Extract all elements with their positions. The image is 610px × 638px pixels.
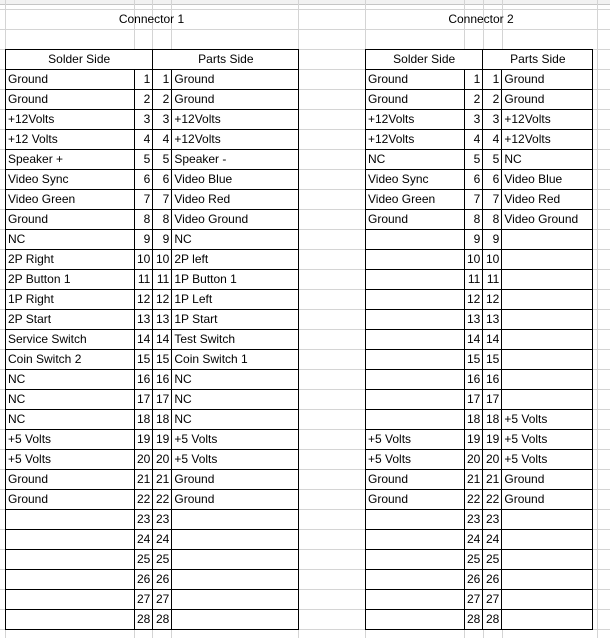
parts-pin-number-cell[interactable]: 22 <box>483 490 502 510</box>
solder-pin-number-cell[interactable]: 10 <box>135 250 153 270</box>
parts-side-cell[interactable]: Ground <box>172 490 299 510</box>
pin-row <box>6 210 299 230</box>
solder-side-cell[interactable] <box>366 270 465 290</box>
parts-pin-number-cell[interactable]: 27 <box>153 590 172 610</box>
pin-row <box>6 610 299 630</box>
solder-side-cell[interactable]: Ground <box>366 470 465 490</box>
pin-row <box>366 350 593 370</box>
pin-row <box>6 410 299 430</box>
parts-side-header[interactable]: Parts Side <box>483 50 593 70</box>
solder-side-cell[interactable]: Video Sync <box>366 170 465 190</box>
pin-row <box>366 450 593 470</box>
parts-pin-number-cell[interactable]: 8 <box>153 210 172 230</box>
parts-side-cell[interactable] <box>172 570 299 590</box>
parts-pin-number-cell[interactable]: 5 <box>153 150 172 170</box>
parts-side-cell[interactable]: +12Volts <box>172 130 299 150</box>
parts-side-cell[interactable]: Ground <box>172 470 299 490</box>
parts-pin-number-cell[interactable]: 4 <box>153 130 172 150</box>
pin-row <box>6 470 299 490</box>
parts-pin-number-cell[interactable]: 25 <box>483 550 502 570</box>
parts-side-cell[interactable]: Ground <box>502 70 593 90</box>
solder-pin-number-cell[interactable]: 2 <box>465 90 483 110</box>
parts-side-cell[interactable]: 1P Button 1 <box>172 270 299 290</box>
connector-2-title[interactable]: Connector 2 <box>448 12 514 26</box>
solder-pin-number-cell[interactable]: 15 <box>135 350 153 370</box>
solder-side-cell[interactable]: 2P Right <box>6 250 135 270</box>
parts-pin-number-cell[interactable]: 4 <box>483 130 502 150</box>
solder-side-cell[interactable] <box>366 610 465 630</box>
solder-side-cell[interactable]: 1P Right <box>6 290 135 310</box>
column-letter[interactable] <box>412 0 419 1</box>
solder-pin-number-cell[interactable]: 1 <box>135 70 153 90</box>
solder-pin-number-cell[interactable]: 14 <box>465 330 483 350</box>
pin-row <box>366 410 593 430</box>
solder-side-cell[interactable] <box>366 250 465 270</box>
solder-pin-number-cell[interactable]: 13 <box>465 310 483 330</box>
pin-row <box>6 550 299 570</box>
solder-pin-number-cell[interactable]: 27 <box>135 590 153 610</box>
pin-row <box>6 530 299 550</box>
solder-pin-number-cell[interactable]: 17 <box>465 390 483 410</box>
solder-pin-number-cell[interactable]: 16 <box>135 370 153 390</box>
solder-pin-number-cell[interactable]: 26 <box>465 570 483 590</box>
parts-side-cell[interactable]: NC <box>172 410 299 430</box>
parts-pin-number-cell[interactable]: 10 <box>483 250 502 270</box>
parts-pin-number-cell[interactable]: 7 <box>483 190 502 210</box>
parts-side-cell[interactable]: Ground <box>502 490 593 510</box>
parts-pin-number-cell[interactable]: 14 <box>153 330 172 350</box>
solder-side-cell[interactable]: Ground <box>6 470 135 490</box>
solder-side-cell[interactable] <box>6 610 135 630</box>
parts-pin-number-cell[interactable]: 1 <box>153 70 172 90</box>
pin-row <box>366 70 593 90</box>
solder-side-cell[interactable]: +5 Volts <box>6 450 135 470</box>
parts-side-cell[interactable] <box>502 590 593 610</box>
pin-row <box>366 170 593 190</box>
solder-side-cell[interactable]: Ground <box>366 70 465 90</box>
solder-side-cell[interactable]: Speaker + <box>6 150 135 170</box>
pin-row <box>366 390 593 410</box>
parts-side-cell[interactable] <box>502 530 593 550</box>
solder-pin-number-cell[interactable]: 25 <box>135 550 153 570</box>
pin-row <box>6 510 299 530</box>
pin-row <box>6 570 299 590</box>
solder-pin-number-cell[interactable]: 3 <box>135 110 153 130</box>
solder-pin-number-cell[interactable]: 6 <box>465 170 483 190</box>
solder-side-cell[interactable] <box>6 590 135 610</box>
pin-row <box>366 590 593 610</box>
pin-row <box>6 450 299 470</box>
parts-pin-number-cell[interactable]: 21 <box>153 470 172 490</box>
solder-side-cell[interactable]: NC <box>6 410 135 430</box>
parts-side-cell[interactable]: +5 Volts <box>172 450 299 470</box>
pin-row <box>6 150 299 170</box>
parts-side-cell[interactable] <box>172 610 299 630</box>
parts-side-cell[interactable]: Video Red <box>172 190 299 210</box>
parts-pin-number-cell[interactable]: 6 <box>153 170 172 190</box>
parts-side-cell[interactable]: +5 Volts <box>172 430 299 450</box>
solder-side-cell[interactable] <box>366 550 465 570</box>
parts-pin-number-cell[interactable]: 20 <box>153 450 172 470</box>
parts-pin-number-cell[interactable]: 18 <box>153 410 172 430</box>
pin-row <box>6 130 299 150</box>
pin-row <box>6 110 299 130</box>
pin-row <box>366 290 593 310</box>
pin-row <box>6 350 299 370</box>
parts-side-cell[interactable]: NC <box>502 150 593 170</box>
parts-side-header[interactable]: Parts Side <box>153 50 299 70</box>
parts-pin-number-cell[interactable]: 12 <box>483 290 502 310</box>
solder-side-cell[interactable]: Ground <box>6 490 135 510</box>
parts-side-cell[interactable]: +5 Volts <box>502 430 593 450</box>
parts-pin-number-cell[interactable]: 12 <box>153 290 172 310</box>
solder-pin-number-cell[interactable]: 20 <box>135 450 153 470</box>
parts-side-cell[interactable] <box>502 610 593 630</box>
pin-row <box>6 490 299 510</box>
solder-pin-number-cell[interactable]: 5 <box>135 150 153 170</box>
parts-pin-number-cell[interactable]: 10 <box>153 250 172 270</box>
solder-side-cell[interactable]: +12 Volts <box>6 130 135 150</box>
solder-side-cell[interactable]: +12Volts <box>6 110 135 130</box>
solder-side-cell[interactable]: 2P Start <box>6 310 135 330</box>
parts-side-cell[interactable]: Video Red <box>502 190 593 210</box>
solder-pin-number-cell[interactable]: 23 <box>465 510 483 530</box>
parts-pin-number-cell[interactable]: 3 <box>153 110 172 130</box>
parts-pin-number-cell[interactable]: 13 <box>483 310 502 330</box>
pin-row <box>366 230 593 250</box>
parts-pin-number-cell[interactable]: 11 <box>483 270 502 290</box>
column-letter[interactable] <box>328 0 335 1</box>
parts-side-cell[interactable] <box>172 510 299 530</box>
solder-side-cell[interactable]: NC <box>6 370 135 390</box>
parts-pin-number-cell[interactable]: 2 <box>153 90 172 110</box>
solder-side-cell[interactable]: +5 Volts <box>366 430 465 450</box>
parts-pin-number-cell[interactable]: 26 <box>483 570 502 590</box>
column-header-strip[interactable] <box>0 0 610 5</box>
solder-side-cell[interactable]: Ground <box>366 90 465 110</box>
solder-side-header[interactable]: Solder Side <box>6 50 153 70</box>
parts-pin-number-cell[interactable]: 11 <box>153 270 172 290</box>
solder-pin-number-cell[interactable]: 3 <box>465 110 483 130</box>
solder-side-cell[interactable]: +5 Volts <box>6 430 135 450</box>
parts-side-cell[interactable]: Coin Switch 1 <box>172 350 299 370</box>
solder-side-cell[interactable]: NC <box>6 230 135 250</box>
pin-row <box>366 490 593 510</box>
solder-pin-number-cell[interactable]: 28 <box>135 610 153 630</box>
parts-pin-number-cell[interactable]: 9 <box>483 230 502 250</box>
solder-pin-number-cell[interactable]: 4 <box>465 130 483 150</box>
solder-side-cell[interactable] <box>366 330 465 350</box>
solder-side-cell[interactable]: +12Volts <box>366 130 465 150</box>
solder-side-cell[interactable]: Video Sync <box>6 170 135 190</box>
parts-side-cell[interactable] <box>172 530 299 550</box>
solder-side-header[interactable]: Solder Side <box>366 50 483 70</box>
solder-pin-number-cell[interactable]: 14 <box>135 330 153 350</box>
parts-side-cell[interactable]: 1P Left <box>172 290 299 310</box>
solder-side-cell[interactable]: Ground <box>6 210 135 230</box>
solder-pin-number-cell[interactable]: 11 <box>465 270 483 290</box>
solder-side-cell[interactable] <box>366 530 465 550</box>
pin-row <box>366 530 593 550</box>
solder-pin-number-cell[interactable]: 13 <box>135 310 153 330</box>
parts-pin-number-cell[interactable]: 5 <box>483 150 502 170</box>
solder-pin-number-cell[interactable]: 28 <box>465 610 483 630</box>
pin-row <box>6 290 299 310</box>
solder-side-cell[interactable] <box>366 350 465 370</box>
solder-side-cell[interactable] <box>6 570 135 590</box>
pin-row <box>366 370 593 390</box>
parts-side-cell[interactable] <box>502 510 593 530</box>
solder-side-cell[interactable]: Ground <box>6 90 135 110</box>
solder-pin-number-cell[interactable]: 21 <box>135 470 153 490</box>
solder-pin-number-cell[interactable]: 8 <box>465 210 483 230</box>
gridline <box>597 0 598 638</box>
parts-side-cell[interactable]: NC <box>172 390 299 410</box>
parts-side-cell[interactable] <box>502 290 593 310</box>
solder-pin-number-cell[interactable]: 11 <box>135 270 153 290</box>
pin-row <box>6 250 299 270</box>
solder-pin-number-cell[interactable]: 19 <box>135 430 153 450</box>
pin-row <box>366 550 593 570</box>
solder-side-cell[interactable]: +12Volts <box>366 110 465 130</box>
parts-pin-number-cell[interactable]: 23 <box>153 510 172 530</box>
solder-side-cell[interactable] <box>6 530 135 550</box>
column-letter[interactable] <box>232 0 240 1</box>
column-letter[interactable] <box>550 0 553 1</box>
parts-side-cell[interactable] <box>172 550 299 570</box>
parts-pin-number-cell[interactable]: 16 <box>483 370 502 390</box>
parts-side-cell[interactable]: Speaker - <box>172 150 299 170</box>
column-letter[interactable] <box>138 0 145 1</box>
solder-pin-number-cell[interactable]: 4 <box>135 130 153 150</box>
parts-pin-number-cell[interactable]: 28 <box>153 610 172 630</box>
parts-side-cell[interactable] <box>502 350 593 370</box>
parts-pin-number-cell[interactable]: 19 <box>153 430 172 450</box>
solder-pin-number-cell[interactable]: 6 <box>135 170 153 190</box>
solder-side-cell[interactable]: 2P Button 1 <box>6 270 135 290</box>
pin-row <box>6 430 299 450</box>
parts-side-cell[interactable] <box>502 310 593 330</box>
parts-side-cell[interactable]: +12Volts <box>502 110 593 130</box>
solder-pin-number-cell[interactable]: 5 <box>465 150 483 170</box>
pin-row <box>366 570 593 590</box>
pin-row <box>6 230 299 250</box>
pin-row <box>366 610 593 630</box>
parts-side-cell[interactable]: Test Switch <box>172 330 299 350</box>
parts-pin-number-cell[interactable]: 13 <box>153 310 172 330</box>
parts-side-cell[interactable]: Video Ground <box>172 210 299 230</box>
parts-side-cell[interactable]: Ground <box>502 90 593 110</box>
parts-side-cell[interactable] <box>502 230 593 250</box>
solder-pin-number-cell[interactable]: 22 <box>135 490 153 510</box>
pin-row <box>6 170 299 190</box>
solder-pin-number-cell[interactable]: 7 <box>465 190 483 210</box>
solder-side-cell[interactable] <box>366 290 465 310</box>
parts-side-cell[interactable] <box>502 390 593 410</box>
solder-side-cell[interactable] <box>366 410 465 430</box>
parts-side-cell[interactable]: Ground <box>502 470 593 490</box>
parts-pin-number-cell[interactable]: 28 <box>483 610 502 630</box>
pin-row <box>6 70 299 90</box>
solder-pin-number-cell[interactable]: 21 <box>465 470 483 490</box>
solder-side-cell[interactable] <box>366 590 465 610</box>
parts-side-cell[interactable]: +5 Volts <box>502 410 593 430</box>
parts-pin-number-cell[interactable]: 18 <box>483 410 502 430</box>
parts-side-cell[interactable] <box>502 370 593 390</box>
solder-side-cell[interactable] <box>366 390 465 410</box>
pin-row <box>6 330 299 350</box>
parts-side-cell[interactable]: Video Blue <box>172 170 299 190</box>
parts-pin-number-cell[interactable]: 1 <box>483 70 502 90</box>
solder-pin-number-cell[interactable]: 24 <box>465 530 483 550</box>
solder-side-cell[interactable]: Service Switch <box>6 330 135 350</box>
parts-pin-number-cell[interactable]: 16 <box>153 370 172 390</box>
parts-pin-number-cell[interactable]: 8 <box>483 210 502 230</box>
pin-row <box>366 510 593 530</box>
parts-pin-number-cell[interactable]: 14 <box>483 330 502 350</box>
parts-pin-number-cell[interactable]: 27 <box>483 590 502 610</box>
solder-side-cell[interactable]: Ground <box>366 210 465 230</box>
solder-side-cell[interactable]: Coin Switch 2 <box>6 350 135 370</box>
solder-pin-number-cell[interactable]: 10 <box>465 250 483 270</box>
solder-side-cell[interactable]: NC <box>6 390 135 410</box>
solder-pin-number-cell[interactable]: 20 <box>465 450 483 470</box>
pin-row <box>6 270 299 290</box>
parts-side-cell[interactable]: NC <box>172 370 299 390</box>
solder-side-cell[interactable]: NC <box>366 150 465 170</box>
parts-pin-number-cell[interactable]: 3 <box>483 110 502 130</box>
pin-row <box>6 370 299 390</box>
parts-pin-number-cell[interactable]: 7 <box>153 190 172 210</box>
pin-row <box>366 210 593 230</box>
solder-pin-number-cell[interactable]: 27 <box>465 590 483 610</box>
parts-side-cell[interactable] <box>502 550 593 570</box>
parts-pin-number-cell[interactable]: 17 <box>153 390 172 410</box>
pin-row <box>6 90 299 110</box>
solder-pin-number-cell[interactable]: 12 <box>135 290 153 310</box>
solder-pin-number-cell[interactable]: 17 <box>135 390 153 410</box>
parts-pin-number-cell[interactable]: 17 <box>483 390 502 410</box>
gridline <box>0 29 610 30</box>
pin-row <box>366 430 593 450</box>
solder-side-cell[interactable]: Video Green <box>6 190 135 210</box>
solder-side-cell[interactable] <box>366 230 465 250</box>
parts-pin-number-cell[interactable]: 23 <box>483 510 502 530</box>
parts-pin-number-cell[interactable]: 25 <box>153 550 172 570</box>
parts-pin-number-cell[interactable]: 15 <box>153 350 172 370</box>
parts-side-cell[interactable]: 1P Start <box>172 310 299 330</box>
pin-row <box>6 190 299 210</box>
parts-side-cell[interactable]: Video Blue <box>502 170 593 190</box>
parts-side-cell[interactable]: +12Volts <box>172 110 299 130</box>
parts-pin-number-cell[interactable]: 15 <box>483 350 502 370</box>
solder-pin-number-cell[interactable]: 12 <box>465 290 483 310</box>
solder-side-cell[interactable]: Video Green <box>366 190 465 210</box>
solder-pin-number-cell[interactable]: 22 <box>465 490 483 510</box>
pin-row <box>366 310 593 330</box>
parts-side-cell[interactable] <box>502 270 593 290</box>
solder-pin-number-cell[interactable]: 2 <box>135 90 153 110</box>
pin-row <box>366 150 593 170</box>
pin-row <box>6 590 299 610</box>
connector-1-table <box>5 49 299 630</box>
connector-2-table <box>365 49 593 630</box>
parts-side-cell[interactable] <box>172 590 299 610</box>
parts-side-cell[interactable] <box>502 250 593 270</box>
solder-pin-number-cell[interactable]: 19 <box>465 430 483 450</box>
pin-row <box>366 130 593 150</box>
solder-side-cell[interactable]: +5 Volts <box>366 450 465 470</box>
solder-side-cell[interactable] <box>366 310 465 330</box>
solder-side-cell[interactable] <box>366 370 465 390</box>
solder-side-cell[interactable] <box>6 510 135 530</box>
parts-side-cell[interactable] <box>502 570 593 590</box>
solder-side-cell[interactable] <box>366 510 465 530</box>
parts-side-cell[interactable]: Ground <box>172 70 299 90</box>
parts-pin-number-cell[interactable]: 21 <box>483 470 502 490</box>
parts-side-cell[interactable]: Video Ground <box>502 210 593 230</box>
pin-row <box>366 470 593 490</box>
solder-pin-number-cell[interactable]: 9 <box>465 230 483 250</box>
pin-row <box>366 270 593 290</box>
pin-row <box>366 330 593 350</box>
solder-side-cell[interactable] <box>6 550 135 570</box>
solder-side-cell[interactable] <box>366 570 465 590</box>
solder-pin-number-cell[interactable]: 18 <box>135 410 153 430</box>
column-letter[interactable] <box>494 0 502 1</box>
solder-pin-number-cell[interactable]: 15 <box>465 350 483 370</box>
parts-pin-number-cell[interactable]: 6 <box>483 170 502 190</box>
pin-row <box>366 250 593 270</box>
parts-side-cell[interactable]: Ground <box>172 90 299 110</box>
pin-row <box>366 190 593 210</box>
parts-pin-number-cell[interactable]: 26 <box>153 570 172 590</box>
parts-pin-number-cell[interactable]: 2 <box>483 90 502 110</box>
solder-side-cell[interactable]: Ground <box>6 70 135 90</box>
solder-pin-number-cell[interactable]: 24 <box>135 530 153 550</box>
parts-side-cell[interactable] <box>502 330 593 350</box>
solder-pin-number-cell[interactable]: 8 <box>135 210 153 230</box>
solder-side-cell[interactable]: Ground <box>366 490 465 510</box>
parts-pin-number-cell[interactable]: 24 <box>483 530 502 550</box>
parts-pin-number-cell[interactable]: 9 <box>153 230 172 250</box>
solder-pin-number-cell[interactable]: 23 <box>135 510 153 530</box>
pin-row <box>6 390 299 410</box>
column-letter[interactable] <box>66 0 73 1</box>
column-letter[interactable] <box>156 0 164 1</box>
connector-1-title[interactable]: Connector 1 <box>118 12 185 26</box>
parts-side-cell[interactable]: +12Volts <box>502 130 593 150</box>
solder-pin-number-cell[interactable]: 25 <box>465 550 483 570</box>
solder-pin-number-cell[interactable]: 16 <box>465 370 483 390</box>
parts-side-cell[interactable]: NC <box>172 230 299 250</box>
solder-pin-number-cell[interactable]: 18 <box>465 410 483 430</box>
parts-side-cell[interactable]: +5 Volts <box>502 450 593 470</box>
parts-pin-number-cell[interactable]: 19 <box>483 430 502 450</box>
solder-pin-number-cell[interactable]: 9 <box>135 230 153 250</box>
parts-pin-number-cell[interactable]: 20 <box>483 450 502 470</box>
solder-pin-number-cell[interactable]: 1 <box>465 70 483 90</box>
parts-side-cell[interactable]: 2P left <box>172 250 299 270</box>
parts-pin-number-cell[interactable]: 24 <box>153 530 172 550</box>
solder-pin-number-cell[interactable]: 7 <box>135 190 153 210</box>
pin-row <box>366 110 593 130</box>
solder-pin-number-cell[interactable]: 26 <box>135 570 153 590</box>
pin-row <box>366 90 593 110</box>
pin-row <box>6 310 299 330</box>
parts-pin-number-cell[interactable]: 22 <box>153 490 172 510</box>
